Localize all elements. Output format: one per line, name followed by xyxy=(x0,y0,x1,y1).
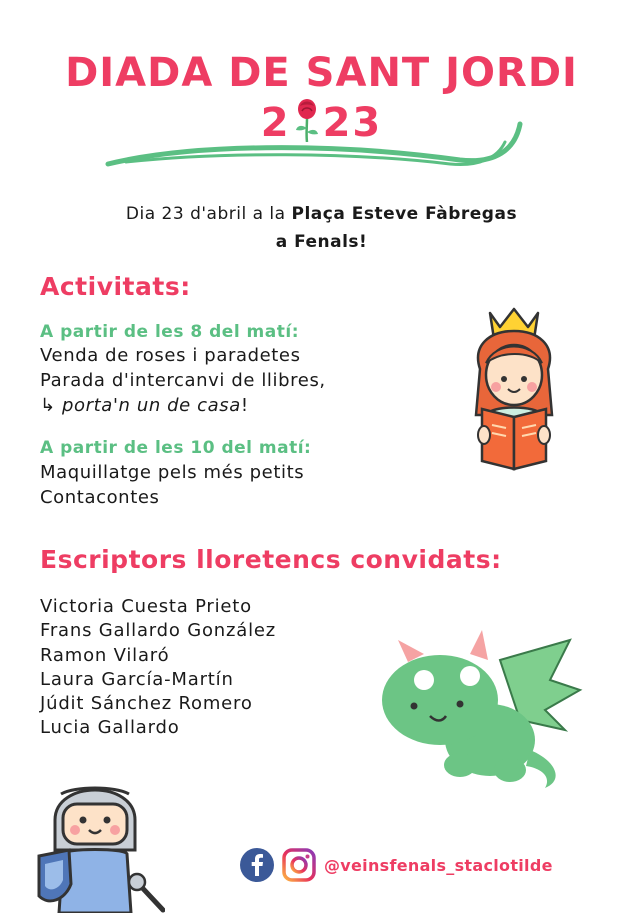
princess-reading-illustration xyxy=(462,305,566,475)
arrow-icon: ↳ xyxy=(40,395,56,416)
activity-line-note xyxy=(40,395,249,416)
writer-name: Frans Gallardo González xyxy=(40,620,277,642)
writer-name: Victoria Cuesta Prieto xyxy=(40,596,252,617)
intro-place-2: a Fenals! xyxy=(275,232,368,252)
intro-text: Dia 23 d'abril a la xyxy=(125,204,292,224)
writer-name: Laura García-Martín xyxy=(40,668,234,690)
instagram-icon[interactable] xyxy=(282,848,316,882)
dragon-illustration xyxy=(380,620,590,800)
year-suffix: 23 xyxy=(322,100,383,146)
writer-name: Lucia Gallardo xyxy=(40,717,180,739)
writer-name: Ramon Vilaró xyxy=(40,644,170,666)
activity-note-italic: porta'n un de casa xyxy=(62,395,241,416)
page-title: DIADA DE SANT JORDI xyxy=(65,50,578,96)
activity-line: Maquillatge pels més petits xyxy=(40,462,305,483)
event-intro xyxy=(0,200,643,256)
activity-note-end: ! xyxy=(240,395,249,416)
social-handle[interactable]: @veinsfenals_staclotilde xyxy=(324,856,553,875)
activity-line: Parada d'intercanvi de llibres, xyxy=(40,370,326,391)
writers-heading: Escriptors lloretencs convidats: xyxy=(40,545,502,574)
activity-line: Venda de roses i paradetes xyxy=(40,345,301,366)
writer-name: Júdit Sánchez Romero xyxy=(40,693,253,715)
writers-list xyxy=(40,595,276,741)
activities-time-1: A partir de les 8 del matí: xyxy=(40,322,299,342)
activities-time-2: A partir de les 10 del matí: xyxy=(40,438,312,458)
intro-place: Plaça Esteve Fàbregas xyxy=(291,204,518,224)
facebook-icon[interactable] xyxy=(240,848,274,882)
activities-heading: Activitats: xyxy=(40,272,191,301)
activity-line: Contacontes xyxy=(40,487,160,508)
decorative-swoosh xyxy=(100,112,540,182)
knight-illustration xyxy=(35,760,165,913)
year-prefix: 2 xyxy=(260,100,291,146)
